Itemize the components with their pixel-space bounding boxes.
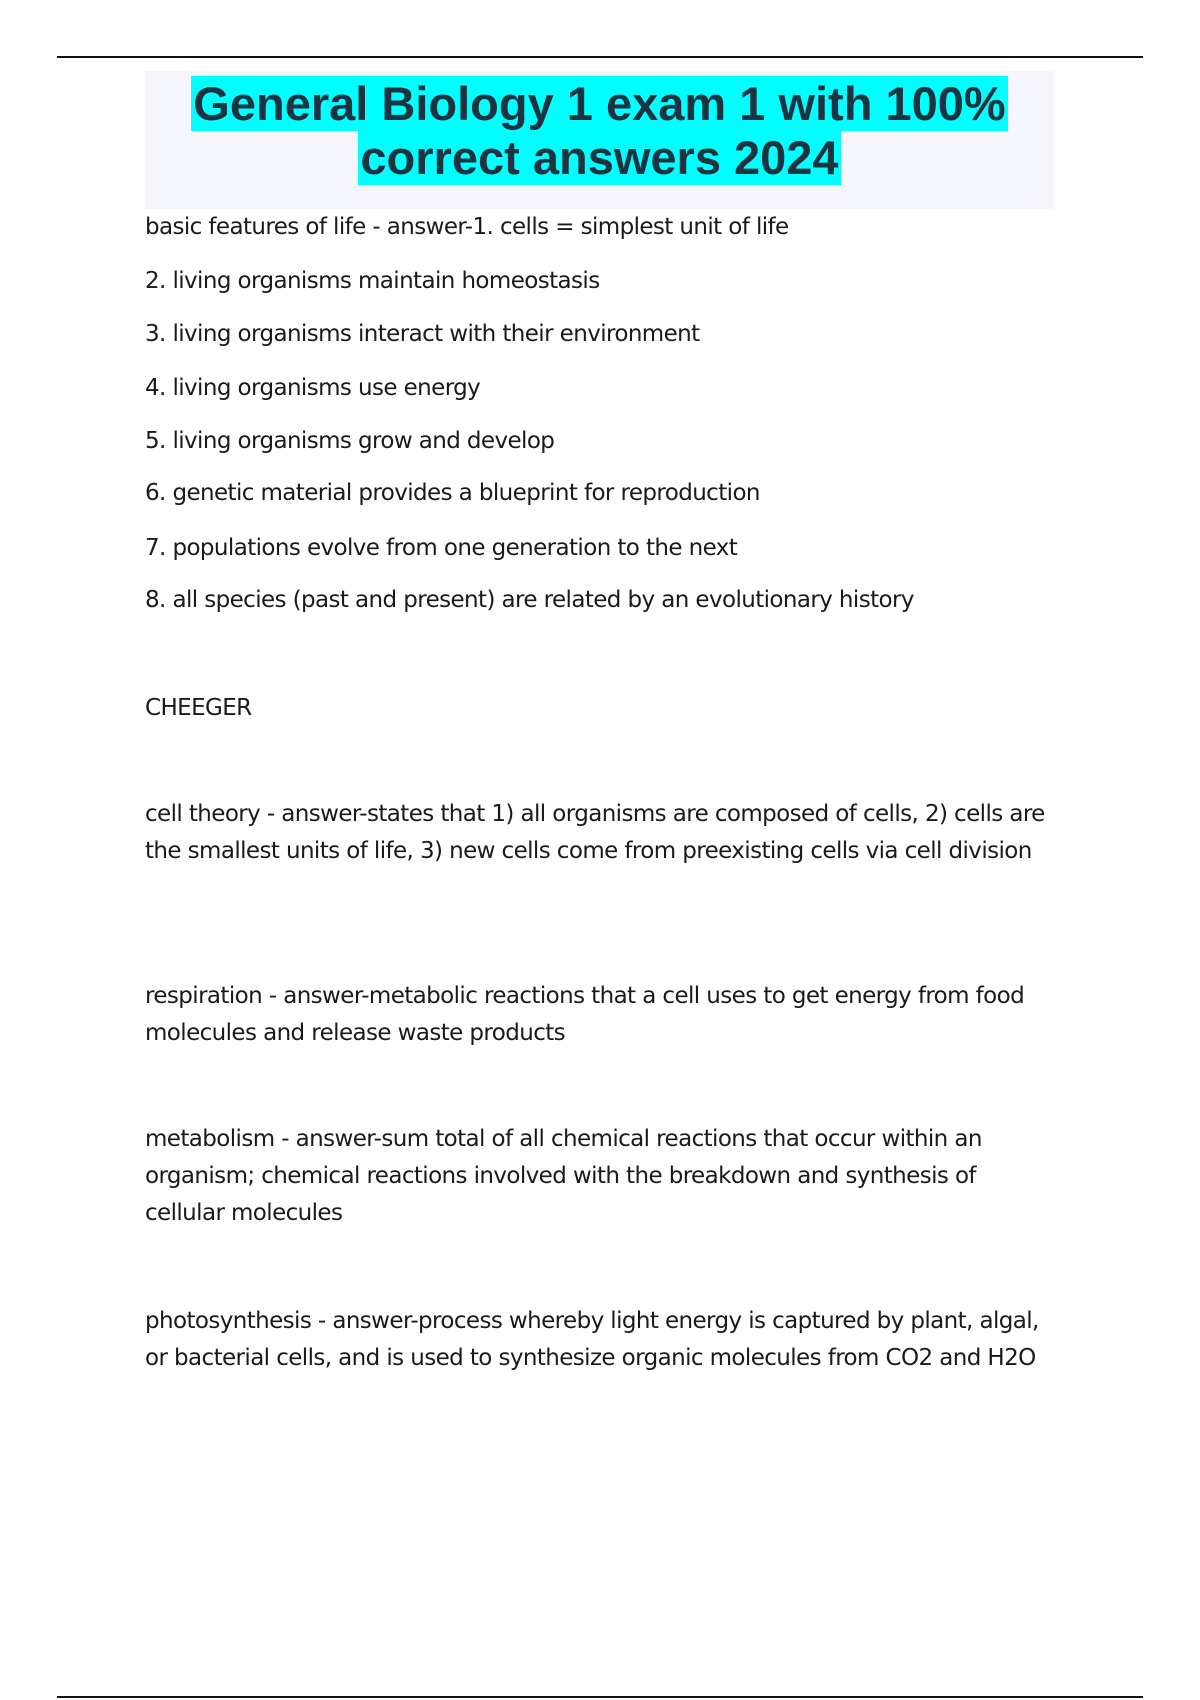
list-item: 4. living organisms use energy xyxy=(145,375,481,401)
list-item: 6. genetic material provides a blueprint for reproduction xyxy=(145,480,760,506)
list-item: 7. populations evolve from one generation to the next xyxy=(145,535,738,561)
title-box xyxy=(145,71,1054,209)
list-item: 8. all species (past and present) are related by an evolutionary history xyxy=(145,587,914,613)
qa-entry: metabolism - answer-sum total of all chemical reactions that occur within an organism; chemical reactions involved with the breakdown and synthesis of cellular molecules xyxy=(145,1126,982,1226)
qa-entry: photosynthesis - answer-process whereby light energy is captured by plant, algal, or bacterial cells, and is used to synthesize organic molecules from CO2 and H2O xyxy=(145,1308,1039,1371)
qa-entry: cell theory - answer-states that 1) all organisms are composed of cells, 2) cells are the smallest units of life, 3) new cells come from preexisting cells via cell division xyxy=(145,801,1045,864)
top-rule xyxy=(57,56,1143,58)
list-item: 2. living organisms maintain homeostasis xyxy=(145,268,600,294)
qa-entry: respiration - answer-metabolic reactions that a cell uses to get energy from food molecules and release waste products xyxy=(145,983,1025,1046)
list-item: basic features of life - answer-1. cells = simplest unit of life xyxy=(145,214,789,240)
list-item: 3. living organisms interact with their environment xyxy=(145,321,700,347)
watermark-text: CHEEGER xyxy=(145,695,252,721)
list-item: 5. living organisms grow and develop xyxy=(145,428,555,454)
bottom-rule xyxy=(57,1696,1143,1698)
page-title: General Biology 1 exam 1 with 100% correct answers 2024 xyxy=(193,77,1006,184)
